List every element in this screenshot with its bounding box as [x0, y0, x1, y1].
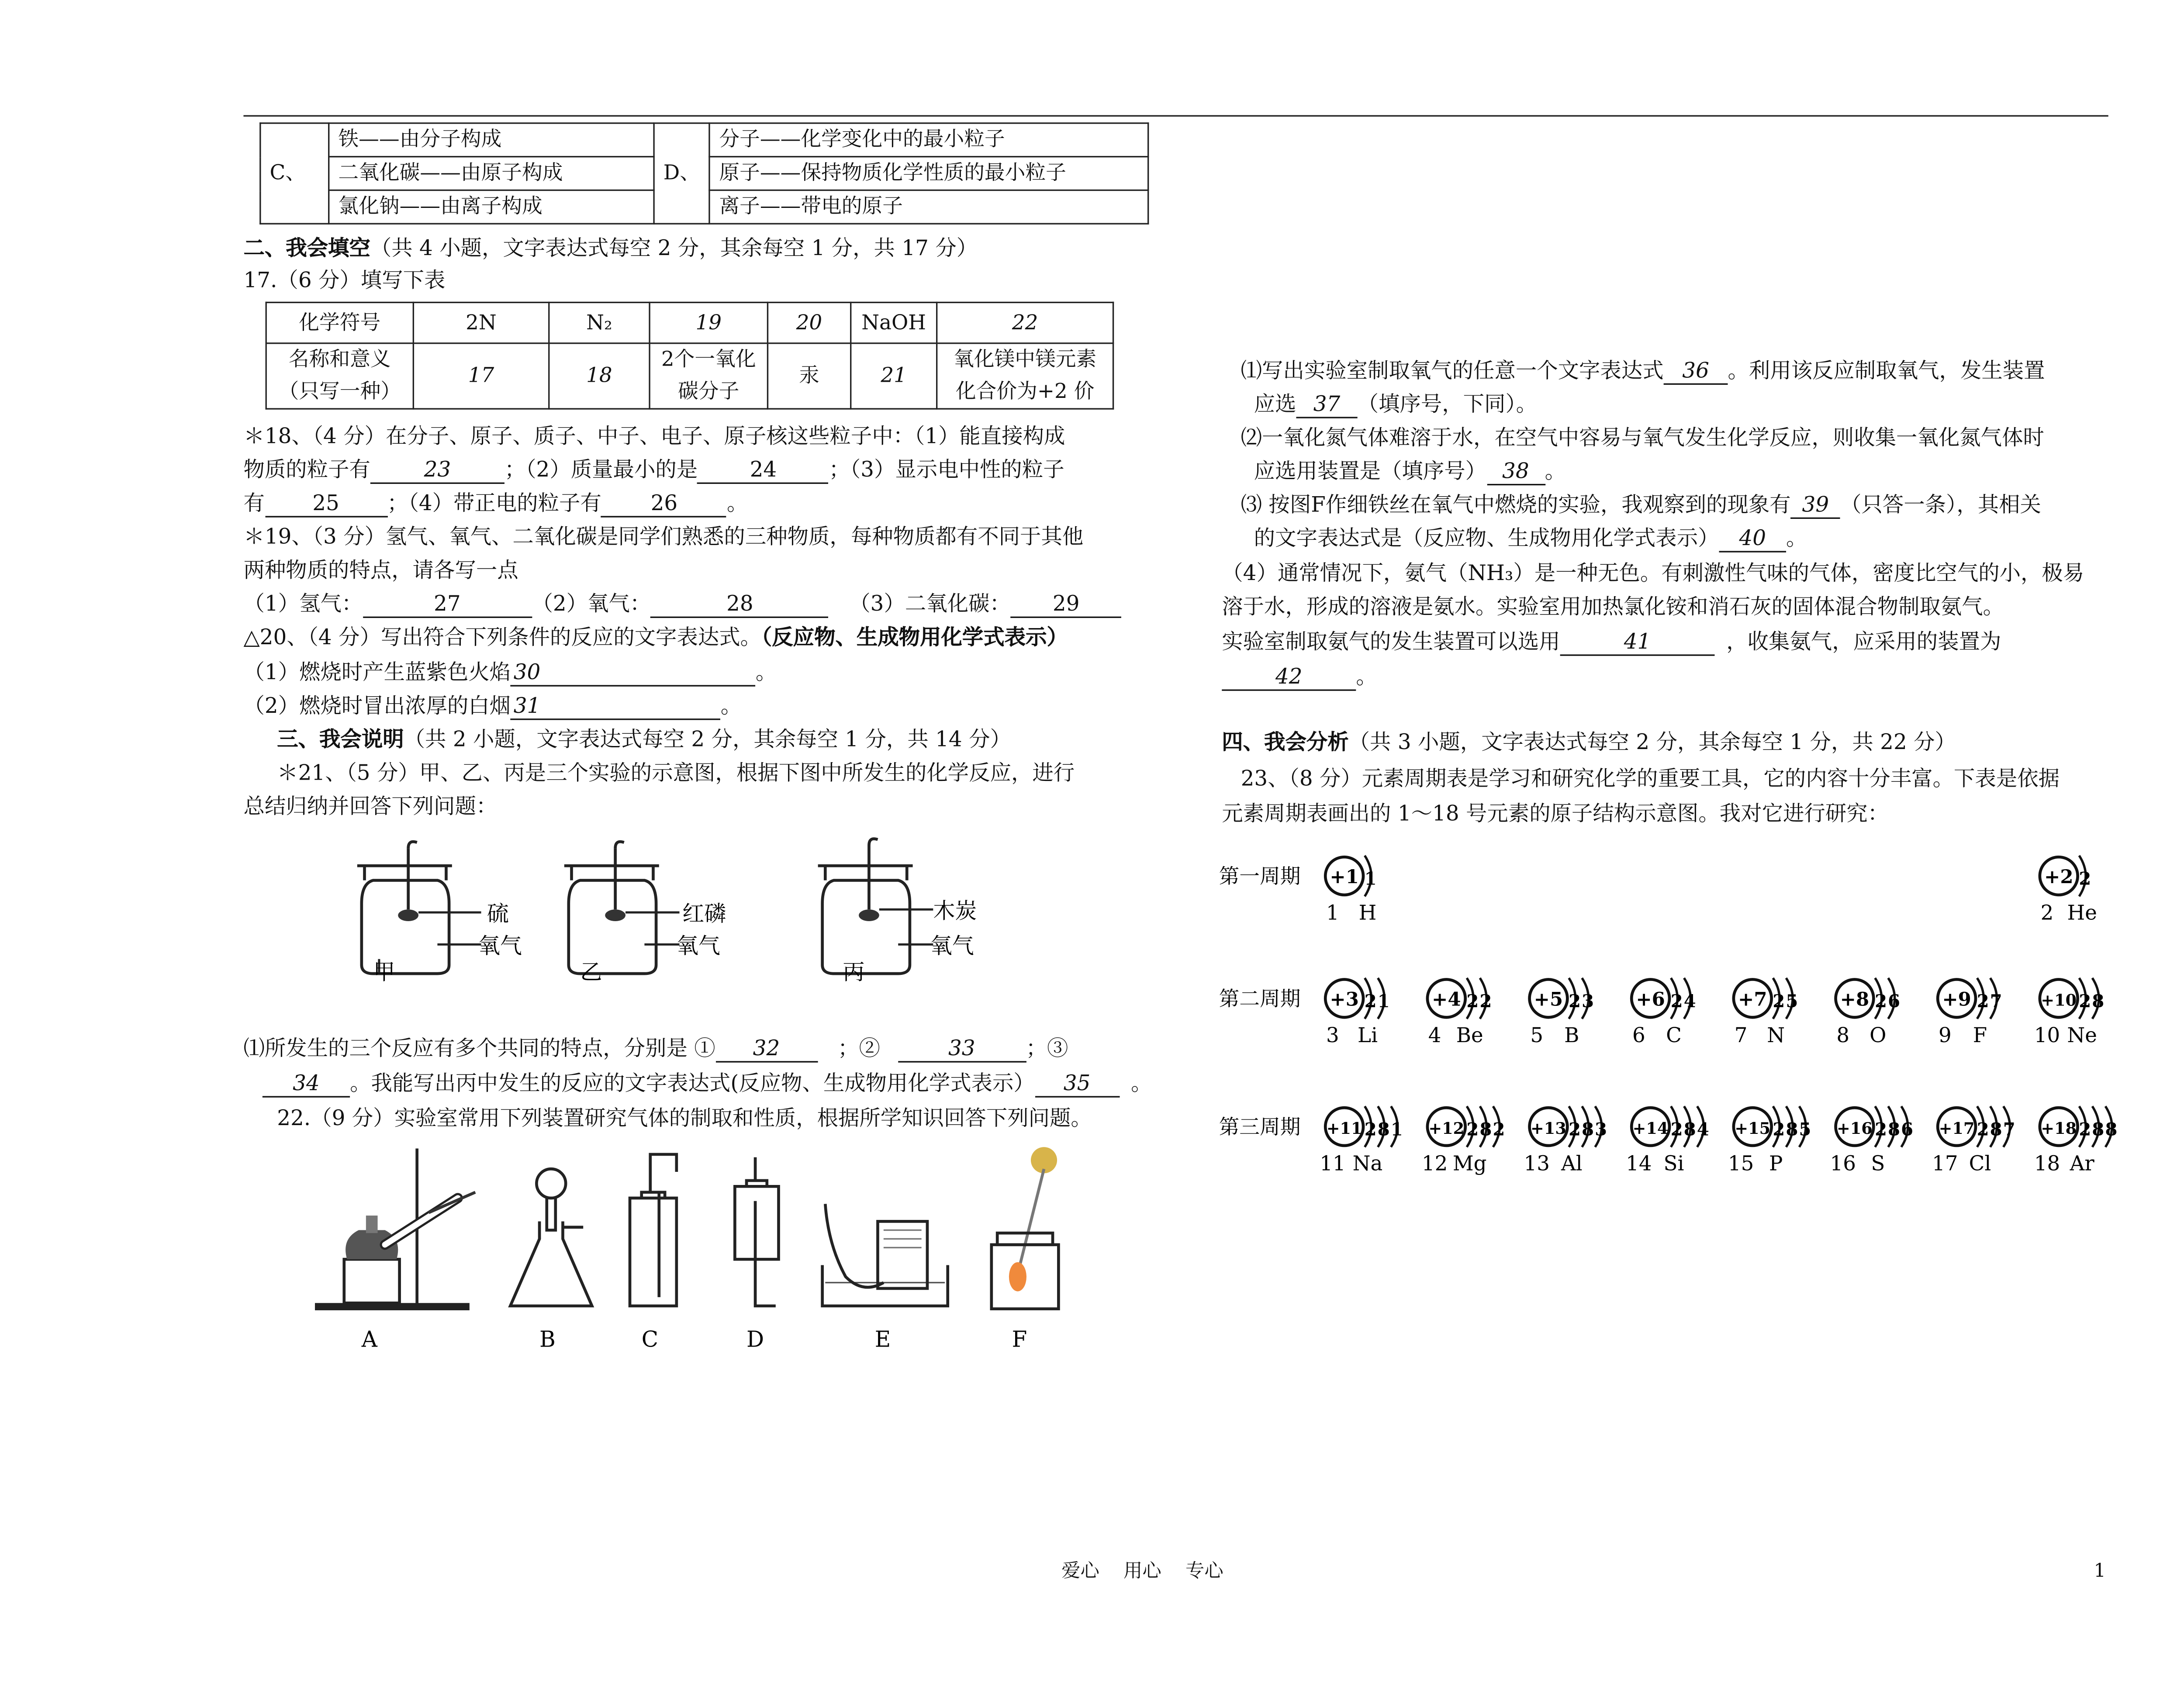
q22-s4-line4	[1222, 662, 1377, 694]
atomic-number: 17	[1932, 1152, 1958, 1176]
lab-apparatus-figure	[306, 1143, 1094, 1361]
q17-cell: N₂	[549, 302, 650, 343]
q22-text: 应选	[1254, 393, 1296, 417]
shell-electron-count: 1	[1377, 991, 1390, 1012]
shell-electron-count: 8	[1888, 1119, 1901, 1140]
shell-electron-count: 4	[1697, 1119, 1709, 1140]
apparatus-b	[510, 1169, 592, 1352]
element-symbol: Ne	[2067, 1023, 2097, 1047]
q17-cell: 碳分子	[678, 380, 740, 404]
q22-s4-line2: 溶于水，形成的溶液是氨水。实验室用加热氯化铵和消石灰的固体混合物制取氨气。	[1222, 596, 2004, 620]
q22-text: （填序号，下同）。	[1357, 393, 1538, 417]
shell-electron-count: 2	[1569, 1119, 1581, 1140]
atomic-number: 4	[1428, 1023, 1441, 1047]
bottle-jia	[357, 842, 522, 984]
atom-diagram	[2034, 1106, 2118, 1176]
q18-text: 。	[726, 492, 748, 516]
q19-text: （1）氢气：	[243, 593, 363, 617]
atomic-number: 12	[1421, 1152, 1448, 1176]
q21-text: ；②	[838, 1037, 880, 1061]
shell-electron-count: 2	[1493, 1119, 1505, 1140]
nuclear-charge: +2	[2044, 866, 2073, 888]
nuclear-charge: +10	[2041, 991, 2077, 1010]
q17-cell: 氧化镁中镁元素	[954, 348, 1097, 372]
atom-diagram	[1422, 1106, 1505, 1176]
shell-electron-count: 6	[1901, 1119, 1914, 1140]
shell-electron-count: 2	[1466, 991, 1479, 1012]
q20-text: （1）燃烧时产生蓝紫色火焰	[243, 661, 511, 685]
apparatus-label: B	[539, 1326, 556, 1352]
nuclear-charge: +16	[1837, 1119, 1873, 1138]
section4-heading-line	[1222, 727, 1956, 759]
q20-text: 。	[755, 661, 777, 685]
q17-cell: 2个一氧化	[661, 348, 756, 372]
q18-line2	[243, 455, 1064, 487]
apparatus-a	[315, 1149, 475, 1352]
blank-40[interactable]: 40	[1719, 528, 1787, 553]
bottle-label: 丙	[843, 959, 865, 985]
nuclear-charge: +7	[1738, 988, 1767, 1011]
apparatus-c	[630, 1154, 677, 1352]
element-symbol: F	[1973, 1023, 1987, 1047]
element-symbol: P	[1769, 1152, 1783, 1176]
shell-electron-count: 2	[1977, 991, 1989, 1012]
bottle-bing	[818, 839, 977, 984]
q22-s4-line1: （4）通常情况下，氨气（NH₃）是一种无色。有刺激性气味的气体，密度比空气的小，极易	[1222, 563, 2084, 586]
blank-27[interactable]: 27	[363, 593, 532, 618]
combustion-bottles-figure	[335, 834, 1021, 994]
shell-electron-count: 3	[1595, 1119, 1607, 1140]
element-symbol: Ar	[2070, 1152, 2094, 1176]
nuclear-charge: +11	[1326, 1119, 1362, 1138]
period-label: 第一周期	[1219, 865, 1301, 889]
shell-electron-count: 2	[1875, 1119, 1887, 1140]
q22-line1: 22.（9 分）实验室常用下列装置研究气体的制取和性质，根据所学知识回答下列问题。	[277, 1108, 1092, 1131]
q18-line3	[243, 488, 748, 520]
blank-26[interactable]: 26	[601, 493, 727, 518]
shell-electron-count: 2	[1364, 991, 1377, 1012]
q22-text: ⑶ 按图F作细铁丝在氧气中燃烧的实验，我观察到的现象有	[1241, 494, 1791, 518]
q17-blank: 18	[549, 343, 650, 409]
q17-row2-label: 名称和意义	[288, 348, 391, 372]
atomic-number: 6	[1632, 1023, 1645, 1047]
q21-answer-line1	[243, 1033, 1068, 1065]
q17-blank: 21	[851, 343, 937, 409]
atomic-number: 15	[1728, 1152, 1754, 1176]
atomic-number: 11	[1320, 1152, 1346, 1176]
q17-title: 17.（6 分）填写下表	[243, 269, 446, 293]
q20-text: △20、（4 分）写出符合下列条件的反应的文字表达式。	[243, 626, 762, 650]
blank-25[interactable]: 25	[265, 493, 387, 518]
blank-23[interactable]: 23	[370, 459, 505, 484]
apparatus-d	[735, 1157, 778, 1352]
nuclear-charge: +17	[1939, 1119, 1975, 1138]
nuclear-charge: +14	[1632, 1119, 1669, 1138]
shell-electron-count: 8	[2092, 991, 2105, 1012]
blank-35[interactable]: 35	[1035, 1073, 1120, 1098]
blank-42[interactable]: 42	[1222, 666, 1356, 691]
header-rule	[243, 115, 2108, 117]
element-symbol: Na	[1352, 1152, 1383, 1176]
atom-diagram	[1932, 1106, 2015, 1176]
q17-blank: 19	[650, 302, 767, 343]
atom-diagram	[1728, 1106, 1811, 1176]
element-symbol: Mg	[1452, 1152, 1487, 1176]
shell-electron-count: 2	[1773, 1119, 1785, 1140]
atomic-number: 3	[1326, 1023, 1339, 1047]
shell-electron-count: 8	[1786, 1119, 1798, 1140]
atom-diagram	[1427, 978, 1492, 1047]
atom-diagram	[2034, 978, 2105, 1047]
nuclear-charge: +9	[1942, 988, 1971, 1011]
q22-text: 。	[1545, 460, 1566, 484]
q22-text: 实验室制取氨气的发生装置可以选用	[1222, 631, 1560, 655]
q19-text: （3）二氧化碳：	[849, 593, 1011, 617]
q17-row2-label: （只写一种）	[278, 380, 401, 404]
shell-electron-count: 5	[1799, 1119, 1811, 1140]
nuclear-charge: +3	[1330, 988, 1359, 1011]
bottle-gas: 氧气	[930, 933, 974, 959]
q18-text: 物质的粒子有	[243, 459, 370, 483]
shell-electron-count: 8	[2092, 1119, 2105, 1140]
q18-text: ；（4）带正电的粒子有	[387, 492, 601, 516]
q22-s3-line2	[1254, 523, 1807, 555]
q22-text: ，收集氨气，应采用的装置为	[1726, 631, 2001, 655]
page-number: 1	[2094, 1561, 2106, 1583]
shell-electron-count: 7	[1990, 991, 2002, 1012]
atomic-number: 16	[1830, 1152, 1856, 1176]
q21-answer-line2	[263, 1068, 1152, 1100]
q17-blank: 22	[937, 302, 1113, 343]
q22-s2-line1: ⑵一氧化氮气体难溶于水，在空气中容易与氧气发生化学反应，则收集一氧化氮气体时	[1241, 427, 2044, 451]
q18-text: ；（2）质量最小的是	[504, 459, 698, 483]
option-c-item: 氯化钠——由离子构成	[329, 190, 654, 224]
option-d-item: 原子——保持物质化学性质的最小粒子	[710, 157, 1149, 190]
section3-note: （共 2 小题，文字表达式每空 2 分，其余每空 1 分，共 14 分）	[404, 729, 1011, 752]
q22-s1-line1	[1241, 356, 2045, 387]
shell-electron-count: 2	[1479, 991, 1492, 1012]
shell-electron-count: 8	[1990, 1119, 2002, 1140]
section2-note: （共 4 小题，文字表达式每空 2 分，其余每空 1 分，共 17 分）	[370, 237, 978, 261]
blank-28[interactable]: 28	[651, 593, 829, 618]
element-symbol: Cl	[1969, 1152, 1991, 1176]
shell-electron-count: 8	[1683, 1119, 1696, 1140]
option-c-item: 二氧化碳——由原子构成	[329, 157, 654, 190]
shell-electron-count: 5	[1786, 991, 1798, 1012]
option-c-item: 铁——由分子构成	[329, 123, 654, 157]
shell-electron-count: 2	[1670, 991, 1683, 1012]
q17-cell: 化合价为+2 价	[955, 380, 1095, 404]
section3-heading: 三、我会说明	[277, 727, 404, 752]
atomic-number: 10	[2034, 1023, 2060, 1047]
q23-line1: 23、（8 分）元素周期表是学习和研究化学的重要工具，它的内容十分丰富。下表是依据	[1241, 768, 2060, 791]
q21-text: 。	[1131, 1073, 1152, 1096]
shell-electron-count: 1	[1390, 1119, 1403, 1140]
q20-line1	[243, 622, 1068, 654]
nuclear-charge: +12	[1428, 1119, 1465, 1138]
q17-table	[266, 302, 1114, 410]
bottle-gas: 氧气	[676, 933, 720, 959]
atom-diagram	[1734, 978, 1798, 1047]
apparatus-label: E	[874, 1326, 891, 1352]
q22-s1-line2	[1254, 389, 1537, 421]
element-symbol: Li	[1358, 1023, 1378, 1047]
shell-electron-count: 6	[1888, 991, 1901, 1012]
atom-diagram	[1631, 978, 1696, 1047]
q21-line1: ＊21、（5 分）甲、乙、丙是三个实验的示意图，根据下图中所发生的化学反应，进行	[277, 762, 1075, 786]
q20-line3	[243, 691, 742, 723]
blank-24[interactable]: 24	[698, 459, 829, 484]
element-symbol: N	[1767, 1023, 1785, 1047]
q20-text: （2）燃烧时冒出浓厚的白烟	[243, 695, 511, 719]
q21-text: ⑴所发生的三个反应有多个共同的特点，分别是 ①	[243, 1037, 715, 1061]
q22-text: 的文字表达式是（反应物、生成物用化学式表示）	[1254, 527, 1719, 551]
shell-electron-count: 7	[2003, 1119, 2015, 1140]
atom-diagram	[1836, 978, 1900, 1047]
blank-37[interactable]: 37	[1296, 394, 1357, 418]
shell-electron-count: 2	[1569, 991, 1581, 1012]
element-symbol: B	[1564, 1023, 1579, 1047]
option-d-item: 分子——化学变化中的最小粒子	[710, 123, 1149, 157]
nuclear-charge: +18	[2041, 1119, 2077, 1138]
blank-36[interactable]: 36	[1664, 360, 1728, 385]
atom-diagram	[1320, 1106, 1403, 1176]
nuclear-charge: +6	[1636, 988, 1665, 1011]
nuclear-charge: +5	[1534, 988, 1563, 1011]
nuclear-charge: +4	[1432, 988, 1461, 1011]
q20-line2	[243, 657, 777, 689]
option-d-item: 离子——带电的原子	[710, 190, 1149, 224]
blank-34[interactable]: 34	[263, 1073, 350, 1098]
atomic-number: 2	[2040, 901, 2054, 925]
shell-electron-count: 2	[1466, 1119, 1479, 1140]
blank-32[interactable]: 32	[715, 1038, 818, 1063]
apparatus-label: A	[361, 1326, 377, 1352]
element-symbol: Be	[1456, 1023, 1483, 1047]
shell-electron-count: 2	[1977, 1119, 1989, 1140]
shell-electron-count: 4	[1683, 991, 1696, 1012]
q19-line1: ＊19、（3 分）氢气、氧气、二氧化碳是同学们熟悉的三种物质，每种物质都有不同于其他	[243, 526, 1084, 550]
section4-note: （共 3 小题，文字表达式每空 2 分，其余每空 1 分，共 22 分）	[1348, 732, 1956, 755]
option-d-label: D、	[654, 123, 710, 224]
apparatus-label: C	[641, 1326, 659, 1352]
atomic-number: 13	[1524, 1152, 1550, 1176]
apparatus-label: F	[1012, 1326, 1027, 1352]
bottle-label: 甲	[373, 959, 395, 985]
atom-diagram	[1524, 1106, 1607, 1176]
element-symbol: S	[1871, 1152, 1885, 1176]
q17-blank: 17	[413, 343, 549, 409]
atomic-number: 1	[1326, 901, 1339, 925]
element-symbol: Si	[1663, 1152, 1684, 1176]
atomic-number: 14	[1626, 1152, 1652, 1176]
apparatus-label: D	[746, 1326, 764, 1352]
q19-line3	[243, 589, 1121, 621]
shell-electron-count: 2	[2079, 868, 2091, 889]
shell-electron-count: 2	[1773, 991, 1785, 1012]
q18-text: 有	[243, 492, 265, 516]
atom-diagram	[1530, 978, 1594, 1047]
q22-text: （只答一条），其相关	[1840, 494, 2041, 518]
q18-line1: ＊18、（4 分）在分子、原子、质子、中子、电子、原子核这些粒子中：（1）能直接构成	[243, 425, 1065, 449]
section3-heading-line	[277, 724, 1011, 756]
section4-heading: 四、我会分析	[1222, 730, 1349, 755]
atom-diagram	[2040, 856, 2097, 925]
atom-diagram	[1938, 978, 2002, 1047]
q22-text: 。	[1786, 527, 1807, 551]
period-label: 第三周期	[1219, 1116, 1301, 1140]
atomic-structure-diagrams	[1219, 838, 2152, 1202]
q23-line2: 元素周期表画出的 1～18 号元素的原子结构示意图。我对它进行研究：	[1222, 803, 1889, 827]
element-symbol: C	[1666, 1023, 1682, 1047]
shell-electron-count: 2	[1875, 991, 1887, 1012]
atomic-number: 8	[1836, 1023, 1850, 1047]
q17-cell: 汞	[767, 343, 850, 409]
bottle-substance: 木炭	[933, 898, 977, 924]
q17-blank: 20	[767, 302, 850, 343]
bottle-gas: 氧气	[478, 933, 522, 959]
element-symbol: H	[1358, 901, 1377, 925]
apparatus-e	[822, 1204, 948, 1352]
q21-line2: 总结归纳并回答下列问题：	[243, 796, 498, 819]
blank-29[interactable]: 29	[1011, 593, 1122, 618]
shell-electron-count: 2	[2079, 991, 2091, 1012]
q21-text: ；③	[1026, 1037, 1068, 1061]
shell-electron-count: 8	[1479, 1119, 1492, 1140]
q17-cell: 2N	[413, 302, 549, 343]
nuclear-charge: +1	[1330, 866, 1359, 888]
element-symbol: O	[1870, 1023, 1887, 1047]
bottle-substance: 红磷	[682, 901, 726, 926]
nuclear-charge: +8	[1840, 988, 1870, 1011]
option-c-label: C、	[260, 123, 329, 224]
shell-electron-count: 2	[1670, 1119, 1683, 1140]
shell-electron-count: 1	[1364, 868, 1377, 889]
atom-diagram	[1830, 1106, 1914, 1176]
apparatus-f	[992, 1147, 1059, 1352]
q18-text: ；（3）显示电中性的粒子	[829, 459, 1064, 483]
q22-text: 应选用装置是（填序号）	[1254, 460, 1487, 484]
q22-text: 。	[1356, 666, 1377, 690]
q21-text: 。我能写出丙中发生的反应的文字表达式(反应物、生成物用化学式表示）	[350, 1073, 1035, 1096]
blank-33[interactable]: 33	[898, 1038, 1026, 1063]
atomic-number: 5	[1530, 1023, 1544, 1047]
q22-s3-line1	[1241, 490, 2041, 522]
section2-heading: 二、我会填空	[243, 236, 370, 261]
blank-39[interactable]: 39	[1791, 494, 1840, 519]
bottle-yi	[564, 842, 726, 984]
nuclear-charge: +15	[1735, 1119, 1771, 1138]
element-symbol: Al	[1561, 1152, 1583, 1176]
q22-text: 。利用该反应制取氧气，发生装置	[1728, 360, 2045, 383]
period-label: 第二周期	[1219, 987, 1301, 1011]
shell-electron-count: 8	[1377, 1119, 1390, 1140]
q20-emphasis: （反应物、生成物用化学式表示）	[761, 625, 1068, 650]
atomic-number: 7	[1734, 1023, 1748, 1047]
blank-41[interactable]: 41	[1560, 631, 1715, 656]
top-options-table	[259, 122, 1149, 224]
q19-text: （2）氧气：	[532, 593, 651, 617]
bottle-substance: 硫	[487, 901, 509, 926]
q17-row1-label: 化学符号	[266, 302, 413, 343]
nuclear-charge: +13	[1531, 1119, 1566, 1138]
shell-electron-count: 2	[2079, 1119, 2091, 1140]
q19-line2: 两种物质的特点，请各写一点	[243, 560, 518, 583]
blank-38[interactable]: 38	[1486, 460, 1545, 485]
q22-s2-line2	[1254, 456, 1566, 488]
shell-electron-count: 8	[2105, 1119, 2118, 1140]
atom-diagram	[1325, 978, 1389, 1047]
footer-motto: 爱心 用心 专心	[1061, 1561, 1223, 1583]
shell-electron-count: 2	[1364, 1119, 1377, 1140]
q22-s4-line3	[1222, 627, 2001, 659]
blank-30[interactable]: 30	[511, 662, 756, 687]
atom-diagram	[1325, 856, 1376, 925]
q20-text: 。	[720, 695, 742, 719]
element-symbol: He	[2067, 901, 2097, 925]
shell-electron-count: 3	[1582, 991, 1594, 1012]
blank-31[interactable]: 31	[511, 695, 721, 720]
atomic-number: 18	[2034, 1152, 2060, 1176]
atom-diagram	[1626, 1106, 1709, 1176]
bottle-label: 乙	[580, 959, 602, 985]
atomic-number: 9	[1939, 1023, 1952, 1047]
shell-electron-count: 8	[1582, 1119, 1594, 1140]
q22-text: ⑴写出实验室制取氧气的任意一个文字表达式	[1241, 360, 1664, 383]
section2-heading-line	[243, 233, 978, 265]
q17-cell: NaOH	[851, 302, 937, 343]
